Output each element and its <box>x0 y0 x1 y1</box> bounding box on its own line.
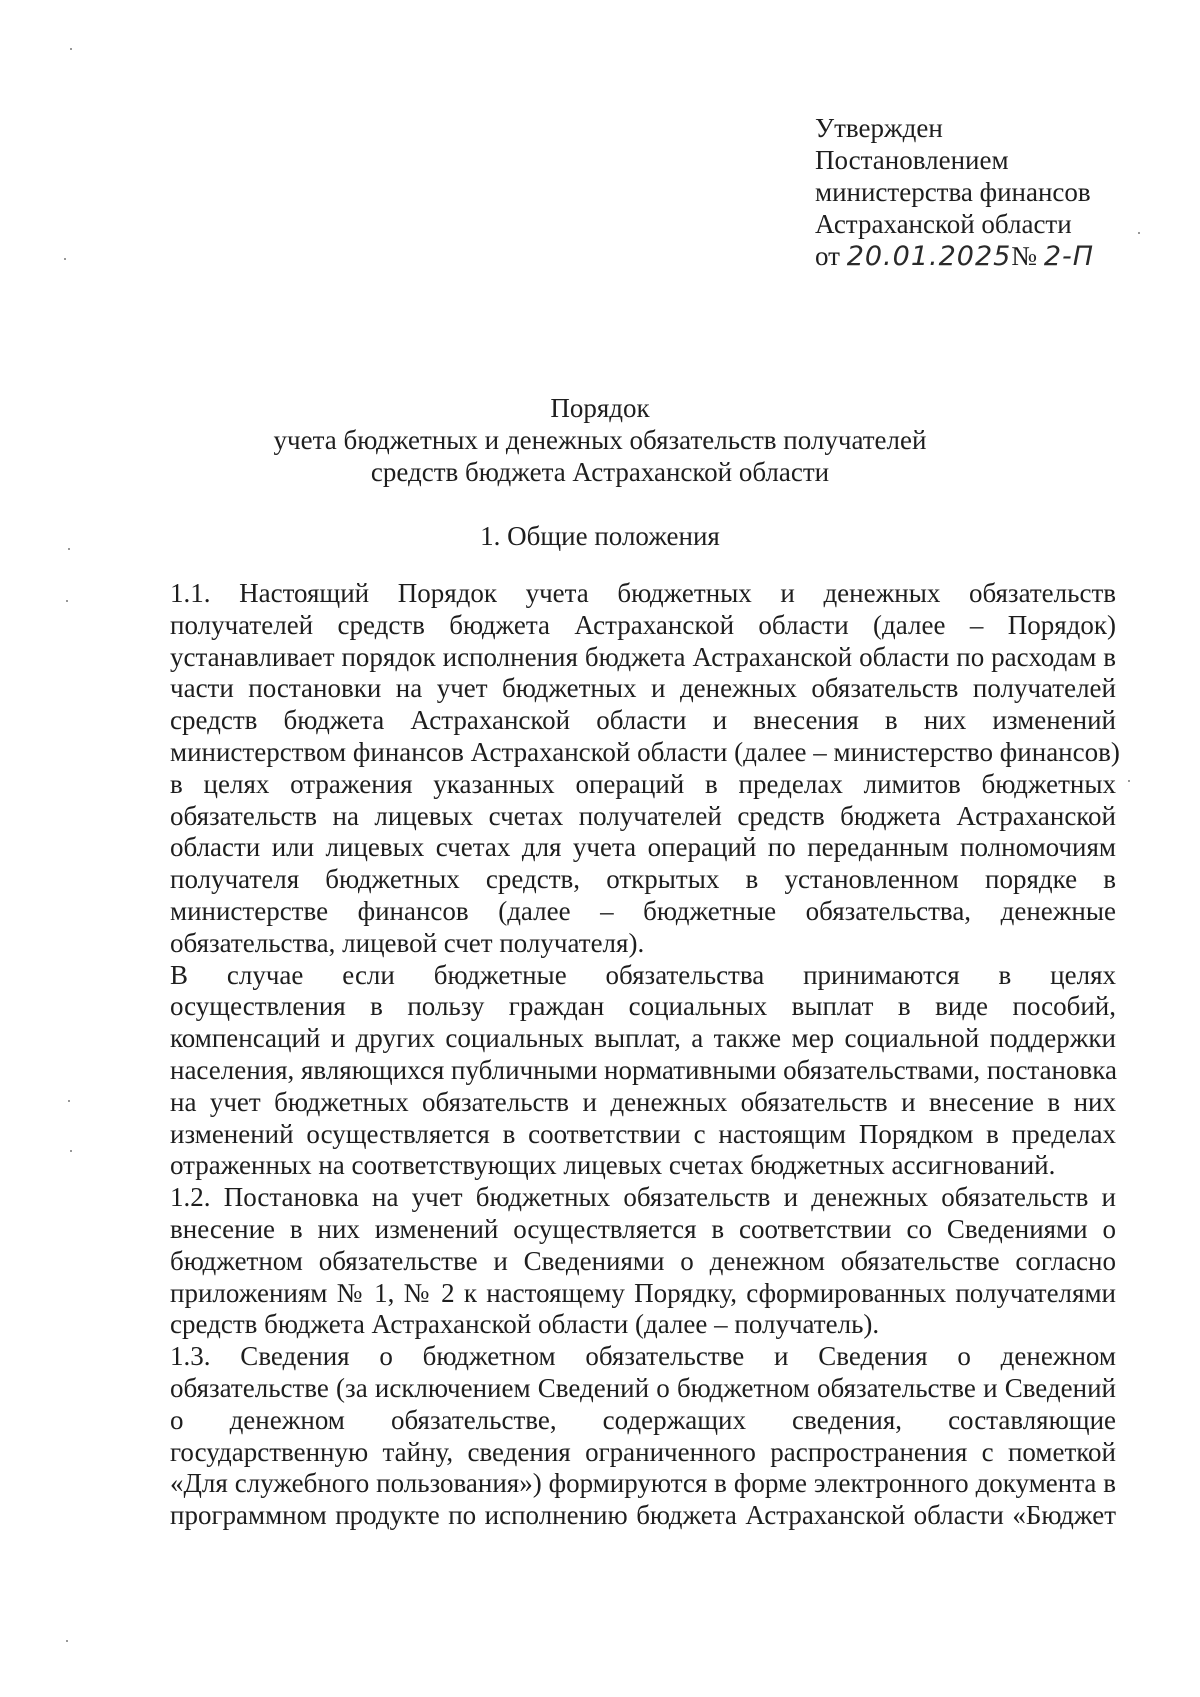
approval-line-date-number <box>815 240 1135 273</box>
text-line: части постановки на учет бюджетных и денежных обязательств получателей <box>170 673 1116 704</box>
text-line: области или лицевых счетах для учета операций по переданным полномочиям <box>170 832 1116 863</box>
text-line: устанавливает порядок исполнения бюджета Астраханской области по расходам в <box>170 641 1116 672</box>
text-line: обязательстве (за исключением Сведений о бюджетном обязательстве и Сведений <box>170 1372 1116 1403</box>
text-line: изменений осуществляется в соответствии с настоящим Порядком в пределах <box>170 1118 1116 1149</box>
text-line: государственную тайну, сведения ограниченного распространения с пометкой <box>170 1436 1116 1467</box>
text-line: получателей средств бюджета Астраханской области (далее – Порядок) <box>170 609 1116 640</box>
text-line: 1.1. Настоящий Порядок учета бюджетных и денежных обязательств <box>170 578 1116 608</box>
text-line: приложениям № 1, № 2 к настоящему Порядку, сформированных получателями <box>170 1277 1116 1308</box>
text-line: осуществления в пользу граждан социальных выплат в виде пособий, <box>170 991 1116 1022</box>
approval-line-region: Астраханской области <box>815 209 1072 239</box>
text-line: обязательств на лицевых счетах получателей средств бюджета Астраханской <box>170 800 1116 831</box>
approval-line-ministry: министерства финансов <box>815 177 1091 207</box>
approval-line-resolution: Постановлением <box>815 145 1009 175</box>
text-line: бюджетном обязательстве и Сведениями о денежном обязательстве согласно <box>170 1245 1116 1276</box>
title-line-1: Порядок <box>550 393 650 423</box>
scan-speck <box>70 1150 72 1152</box>
paragraph-1-1 <box>110 578 1120 960</box>
document-body <box>110 578 1120 1532</box>
scan-speck <box>1138 232 1140 234</box>
title-line-3: средств бюджета Астраханской области <box>370 457 830 487</box>
document-title <box>100 392 1100 488</box>
scan-speck <box>64 258 66 260</box>
approval-line-approved: Утвержден <box>815 113 943 143</box>
text-line: министерством финансов Астраханской области (далее – министерство финансов) <box>170 736 1120 767</box>
text-line: программном продукте по исполнению бюджета Астраханской области «Бюджет <box>170 1500 1116 1531</box>
scan-speck <box>68 548 70 550</box>
text-line: обязательства, лицевой счет получателя). <box>170 927 645 958</box>
paragraph-social-payments <box>110 960 1116 1183</box>
title-line-2: учета бюджетных и денежных обязательств получателей <box>273 425 927 455</box>
text-line: «Для служебного пользования») формируются в форме электронного документа в <box>170 1468 1116 1499</box>
text-line: на учет бюджетных обязательств и денежных обязательств и внесение в них <box>170 1086 1116 1117</box>
text-line: о денежном обязательстве, содержащих сведения, составляющие <box>170 1404 1116 1435</box>
text-line: В случае если бюджетные обязательства принимаются в целях <box>170 959 1116 990</box>
text-line: средств бюджета Астраханской области (далее – получатель). <box>170 1309 880 1340</box>
scan-speck <box>1128 780 1130 782</box>
text-line: министерстве финансов (далее – бюджетные обязательства, денежные <box>170 895 1116 926</box>
handwritten-number: 2-П <box>1043 241 1095 272</box>
scan-speck <box>70 48 72 50</box>
text-line: компенсаций и других социальных выплат, а также мер социальной поддержки <box>170 1023 1116 1054</box>
paragraph-1-2 <box>110 1182 1116 1341</box>
text-line: внесение в них изменений осуществляется в соответствии со Сведениями о <box>170 1213 1116 1244</box>
scan-speck <box>68 1100 70 1102</box>
paragraph-1-3 <box>110 1341 1116 1532</box>
scan-speck <box>66 1640 68 1642</box>
approval-date-prefix: от <box>815 241 840 271</box>
text-line: получателя бюджетных средств, открытых в установленном порядке в <box>170 864 1116 895</box>
text-line: отраженных на соответствующих лицевых счетах бюджетных ассигнований. <box>170 1150 1056 1181</box>
section-heading: 1. Общие положения <box>480 521 720 551</box>
approval-block <box>815 112 1135 273</box>
text-line: населения, являющихся публичными нормативными обязательствами, постановка <box>170 1054 1117 1085</box>
number-sign: № <box>1011 241 1038 271</box>
text-line: в целях отражения указанных операций в пределах лимитов бюджетных <box>170 768 1116 799</box>
text-line: 1.2. Постановка на учет бюджетных обязательств и денежных обязательств и <box>170 1182 1116 1213</box>
text-line: средств бюджета Астраханской области и внесения в них изменений <box>170 705 1116 736</box>
text-line: 1.3. Сведения о бюджетном обязательстве и Сведения о денежном <box>170 1341 1116 1372</box>
scan-speck <box>66 600 68 602</box>
handwritten-date: 20.01.2025 <box>846 241 1012 272</box>
